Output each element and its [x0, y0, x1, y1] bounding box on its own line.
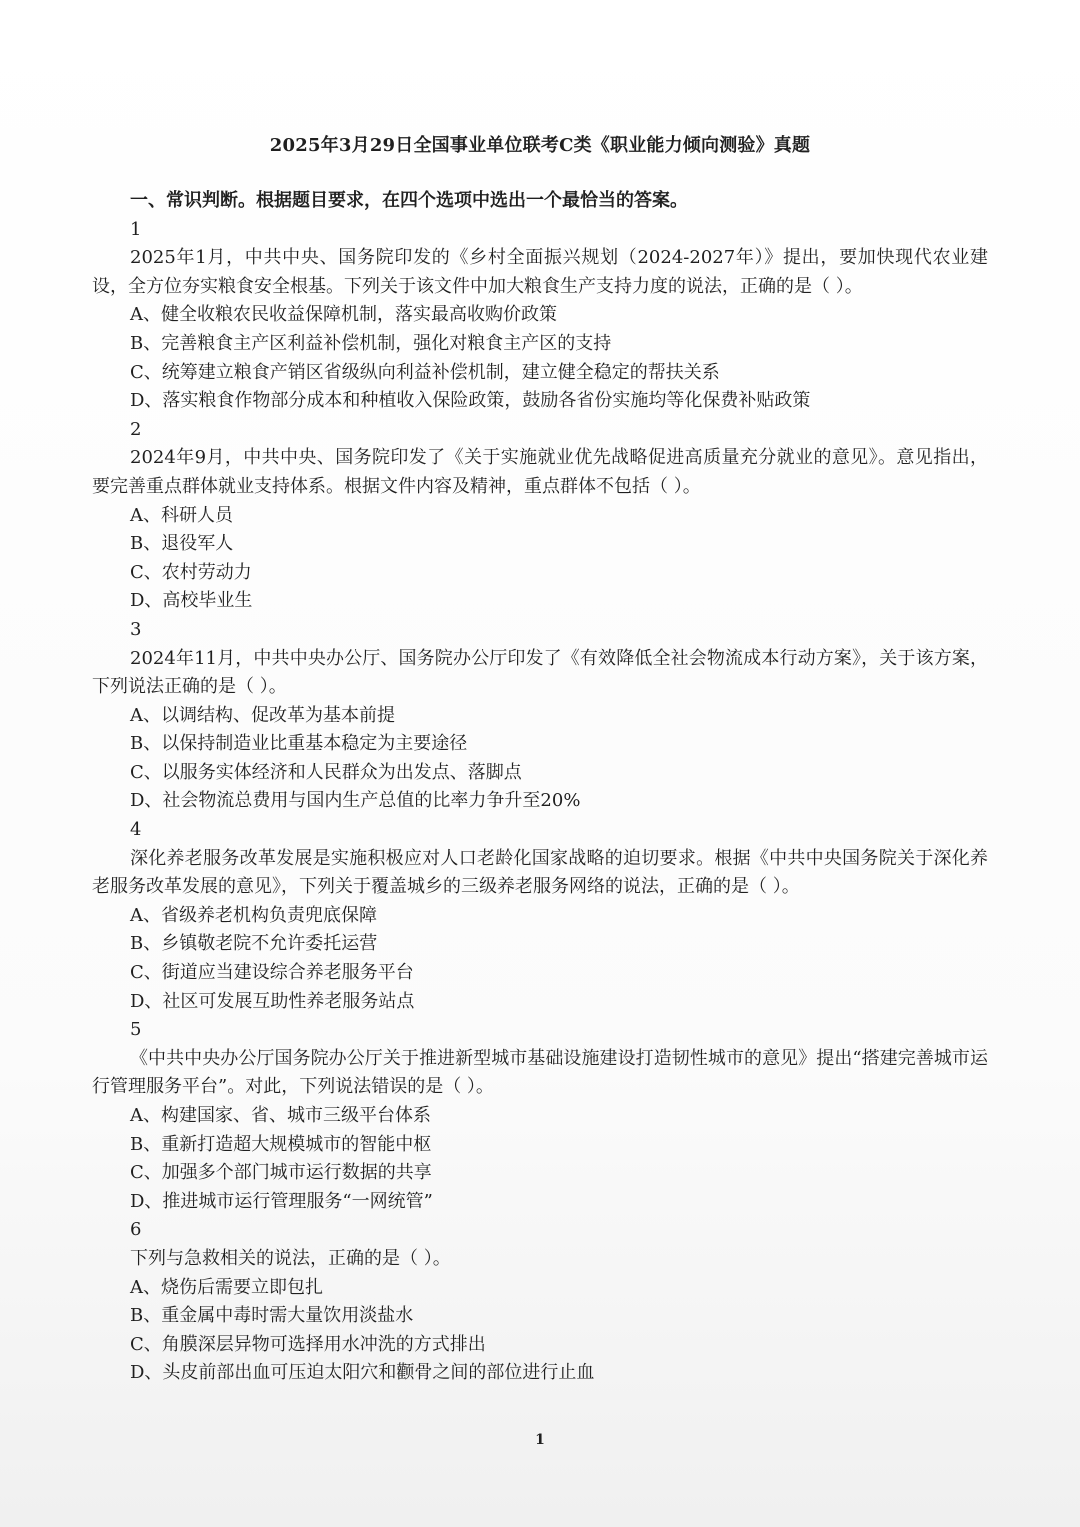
question-number: 6 [130, 1219, 142, 1241]
question-1 [92, 216, 988, 416]
option-c: C、街道应当建设综合养老服务平台 [130, 962, 414, 984]
option-c: C、统筹建立粮食产销区省级纵向利益补偿机制，建立健全稳定的帮扶关系 [130, 361, 720, 383]
question-6 [92, 1216, 988, 1388]
option-c: C、农村劳动力 [130, 561, 252, 583]
question-stem: 《中共中央办公厅国务院办公厅关于推进新型城市基础设施建设打造韧性城市的意见》提出“搭建完善城市运行管理服务平台”。对此，下列说法错误的是（ ）。 [92, 1047, 988, 1098]
option-c: C、以服务实体经济和人民群众为出发点、落脚点 [130, 761, 522, 783]
option-a: A、健全收粮农民收益保障机制，落实最高收购价政策 [130, 304, 557, 326]
question-2 [92, 416, 988, 616]
option-b: B、以保持制造业比重基本稳定为主要途径 [130, 733, 468, 755]
question-stem: 2025年1月，中共中央、国务院印发的《乡村全面振兴规划（2024-2027年）》提出，要加快现代农业建设，全方位夯实粮食安全根基。下列关于该文件中加大粮食生产支持力度的说法，正确的是（ ）。 [92, 247, 988, 297]
option-a: A、构建国家、省、城市三级平台体系 [130, 1105, 431, 1126]
question-number: 5 [130, 1019, 142, 1041]
page-number: 1 [535, 1432, 545, 1448]
document-body [92, 187, 988, 1388]
question-number: 3 [130, 618, 142, 640]
option-a: A、以调结构、促改革为基本前提 [130, 704, 395, 726]
option-a: A、省级养老机构负责兜底保障 [130, 904, 377, 926]
question-number: 1 [130, 218, 142, 240]
question-stem: 2024年9月，中共中央、国务院印发了《关于实施就业优先战略促进高质量充分就业的意见》。意见指出，要完善重点群体就业支持体系。根据文件内容及精神，重点群体不包括（ ）。 [92, 447, 988, 497]
option-b: B、完善粮食主产区利益补偿机制，强化对粮食主产区的支持 [130, 332, 612, 354]
question-number: 2 [130, 418, 142, 440]
question-stem: 2024年11月，中共中央办公厅、国务院办公厅印发了《有效降低全社会物流成本行动方案》，关于该方案，下列说法正确的是（ ）。 [92, 647, 988, 698]
page-title: 2025年3月29日全国事业单位联考C类《职业能力倾向测验》真题 [269, 135, 811, 156]
option-a: A、烧伤后需要立即包扎 [130, 1276, 323, 1298]
option-b: B、乡镇敬老院不允许委托运营 [130, 933, 378, 955]
option-b: B、退役军人 [130, 533, 234, 555]
option-d: D、社区可发展互助性养老服务站点 [130, 990, 415, 1012]
option-a: A、科研人员 [130, 504, 233, 526]
question-stem: 深化养老服务改革发展是实施积极应对人口老龄化国家战略的迫切要求。根据《中共中央国务院关于深化养老服务改革发展的意见》，下列关于覆盖城乡的三级养老服务网络的说法，正确的是（ ）。 [92, 847, 988, 898]
option-d: D、落实粮食作物部分成本和种植收入保险政策，鼓励各省份实施均等化保费补贴政策 [130, 390, 811, 412]
option-b: B、重金属中毒时需大量饮用淡盐水 [130, 1305, 414, 1327]
option-d: D、推进城市运行管理服务“一网统管” [130, 1190, 433, 1212]
question-4 [92, 816, 988, 1016]
option-c: C、角膜深层异物可选择用水冲洗的方式排出 [130, 1333, 486, 1355]
question-3 [92, 616, 988, 816]
option-c: C、加强多个部门城市运行数据的共享 [130, 1162, 432, 1184]
question-stem: 下列与急救相关的说法，正确的是（ ）。 [130, 1247, 451, 1269]
section-heading: 一、常识判断。根据题目要求，在四个选项中选出一个最恰当的答案。 [130, 190, 688, 211]
question-5 [92, 1016, 988, 1216]
option-d: D、高校毕业生 [130, 590, 253, 612]
question-number: 4 [130, 819, 142, 841]
option-d: D、头皮前部出血可压迫太阳穴和颧骨之间的部位进行止血 [130, 1362, 595, 1384]
option-d: D、社会物流总费用与国内生产总值的比率力争升至20% [130, 790, 581, 812]
option-b: B、重新打造超大规模城市的智能中枢 [130, 1133, 432, 1155]
